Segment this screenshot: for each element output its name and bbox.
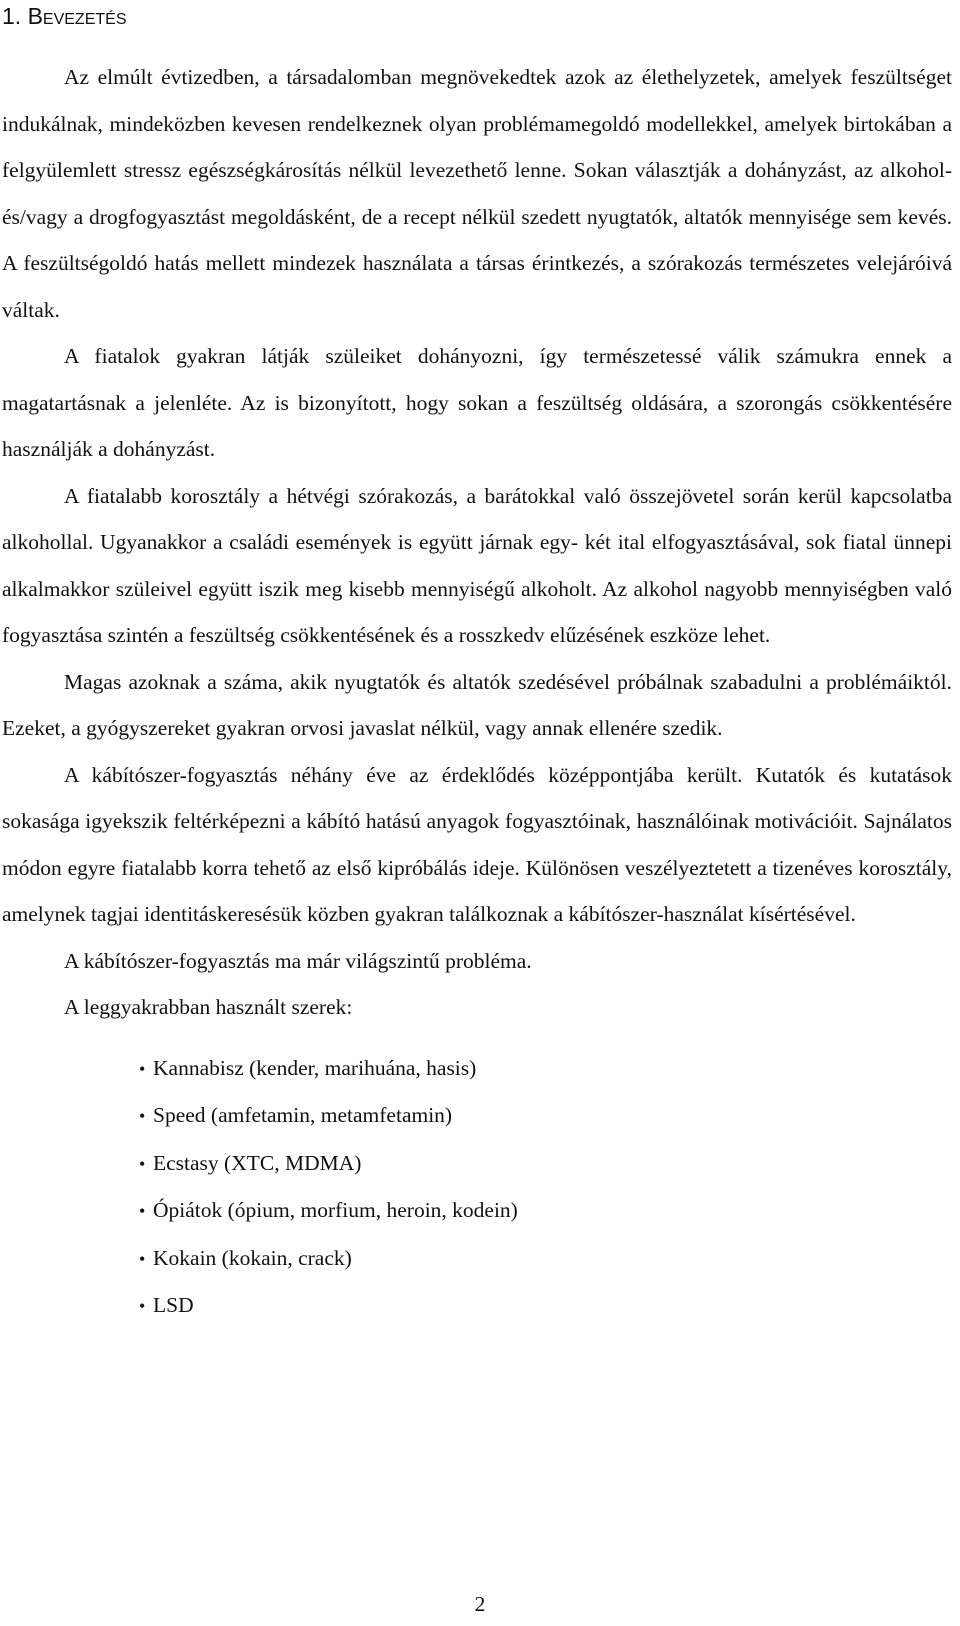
list-item-text: Speed (amfetamin, metamfetamin) [153, 1103, 453, 1127]
list-item [139, 1187, 952, 1235]
page-number: 2 [474, 1592, 486, 1616]
list-item-text: Kokain (kokain, crack) [153, 1245, 352, 1270]
paragraph-sedatives: Magas azoknak a száma, akik nyugtatók és altatók szedésével próbálnak szabadulni a problémáiktól. Ezeket, a gyógyszereket gyakran orvosi javaslat nélkül, vagy annak ellenére szedik. [2, 669, 952, 740]
paragraph-alcohol: A fiatalabb korosztály a hétvégi szórakozás, a barátokkal való összejövetel során kerül kapcsolatba alkohollal. Ugyanakkor a családi események is együtt járnak egy- két ital elfogyasztásával, sok fiatal ünnepi alkalmakkor szüleivel együtt iszik meg kisebb mennyiségű alkoholt. Az alkohol nagyobb mennyiségben való fogyasztása szintén a feszültség csökkentésének és a rosszkedv elűzésének eszköze lehet. [2, 483, 952, 647]
bullet-icon: • [139, 1058, 146, 1079]
list-item [139, 1282, 952, 1330]
list-item-text: Ópiátok (ópium, morfium, heroin, kodein) [153, 1198, 518, 1222]
list-item [139, 1092, 952, 1140]
list-item-text: Ecstasy (XTC, MDMA) [153, 1150, 362, 1175]
paragraph-drugs: A kábítószer-fogyasztás néhány éve az érdeklődés középpontjába került. Kutatók és kutatások sokasága igyekszik feltérképezni a kábító hatású anyagok fogyasztóinak, használóinak motivációit. Sajnálatos módon egyre fiatalabb korra tehető az első kipróbálás ideje. Különösen veszélyeztetett a tizenéves korosztály, amelynek tagjai identitáskeresésük közben gyakran találkoznak a kábítószer-használat kísértésével. [2, 762, 952, 926]
list-item-text: LSD [153, 1293, 194, 1317]
bullet-icon: • [139, 1106, 146, 1126]
list-item [139, 1235, 952, 1283]
paragraph-smoking: A fiatalok gyakran látják szüleiket dohányozni, így természetessé válik számukra ennek a magatartásnak a jelenléte. Az is bizonyított, hogy sokan a feszültség oldására, a szorongás csökkentésére használják a dohányzást. [2, 344, 952, 461]
bullet-icon: • [139, 1201, 146, 1221]
list-item-text: Kannabisz (kender, marihuána, hasis) [153, 1055, 477, 1080]
section-heading [2, 2, 127, 30]
list-item [139, 1140, 952, 1188]
bullet-icon: • [139, 1296, 146, 1316]
bullet-icon: • [139, 1248, 146, 1269]
section-title: Bevezetés [27, 3, 127, 29]
section-number: 1. [2, 3, 22, 29]
paragraph-list-intro: A leggyakrabban használt szerek: [64, 995, 353, 1019]
paragraph-global-problem: A kábítószer-fogyasztás ma már világszintű probléma. [64, 948, 532, 973]
list-item [139, 1045, 952, 1093]
substance-list [2, 1045, 952, 1330]
bullet-icon: • [139, 1153, 146, 1174]
paragraph-intro: Az elmúlt évtizedben, a társadalomban megnövekedtek azok az élethelyzetek, amelyek feszültséget indukálnak, mindeközben kevesen rendelkeznek olyan problémamegoldó modellekkel, amelyek birtokában a felgyülemlett stressz egészségkárosítás nélkül levezethető lenne. Sokan választják a dohányzást, az alkohol- és/vagy a drogfogyasztást megoldásként, de a recept nélkül szedett nyugtatók, altatók mennyisége sem kevés. A feszültségoldó hatás mellett mindezek használata a társas érintkezés, a szórakozás természetes velejáróivá váltak. [2, 65, 952, 322]
body-text [2, 54, 952, 1330]
